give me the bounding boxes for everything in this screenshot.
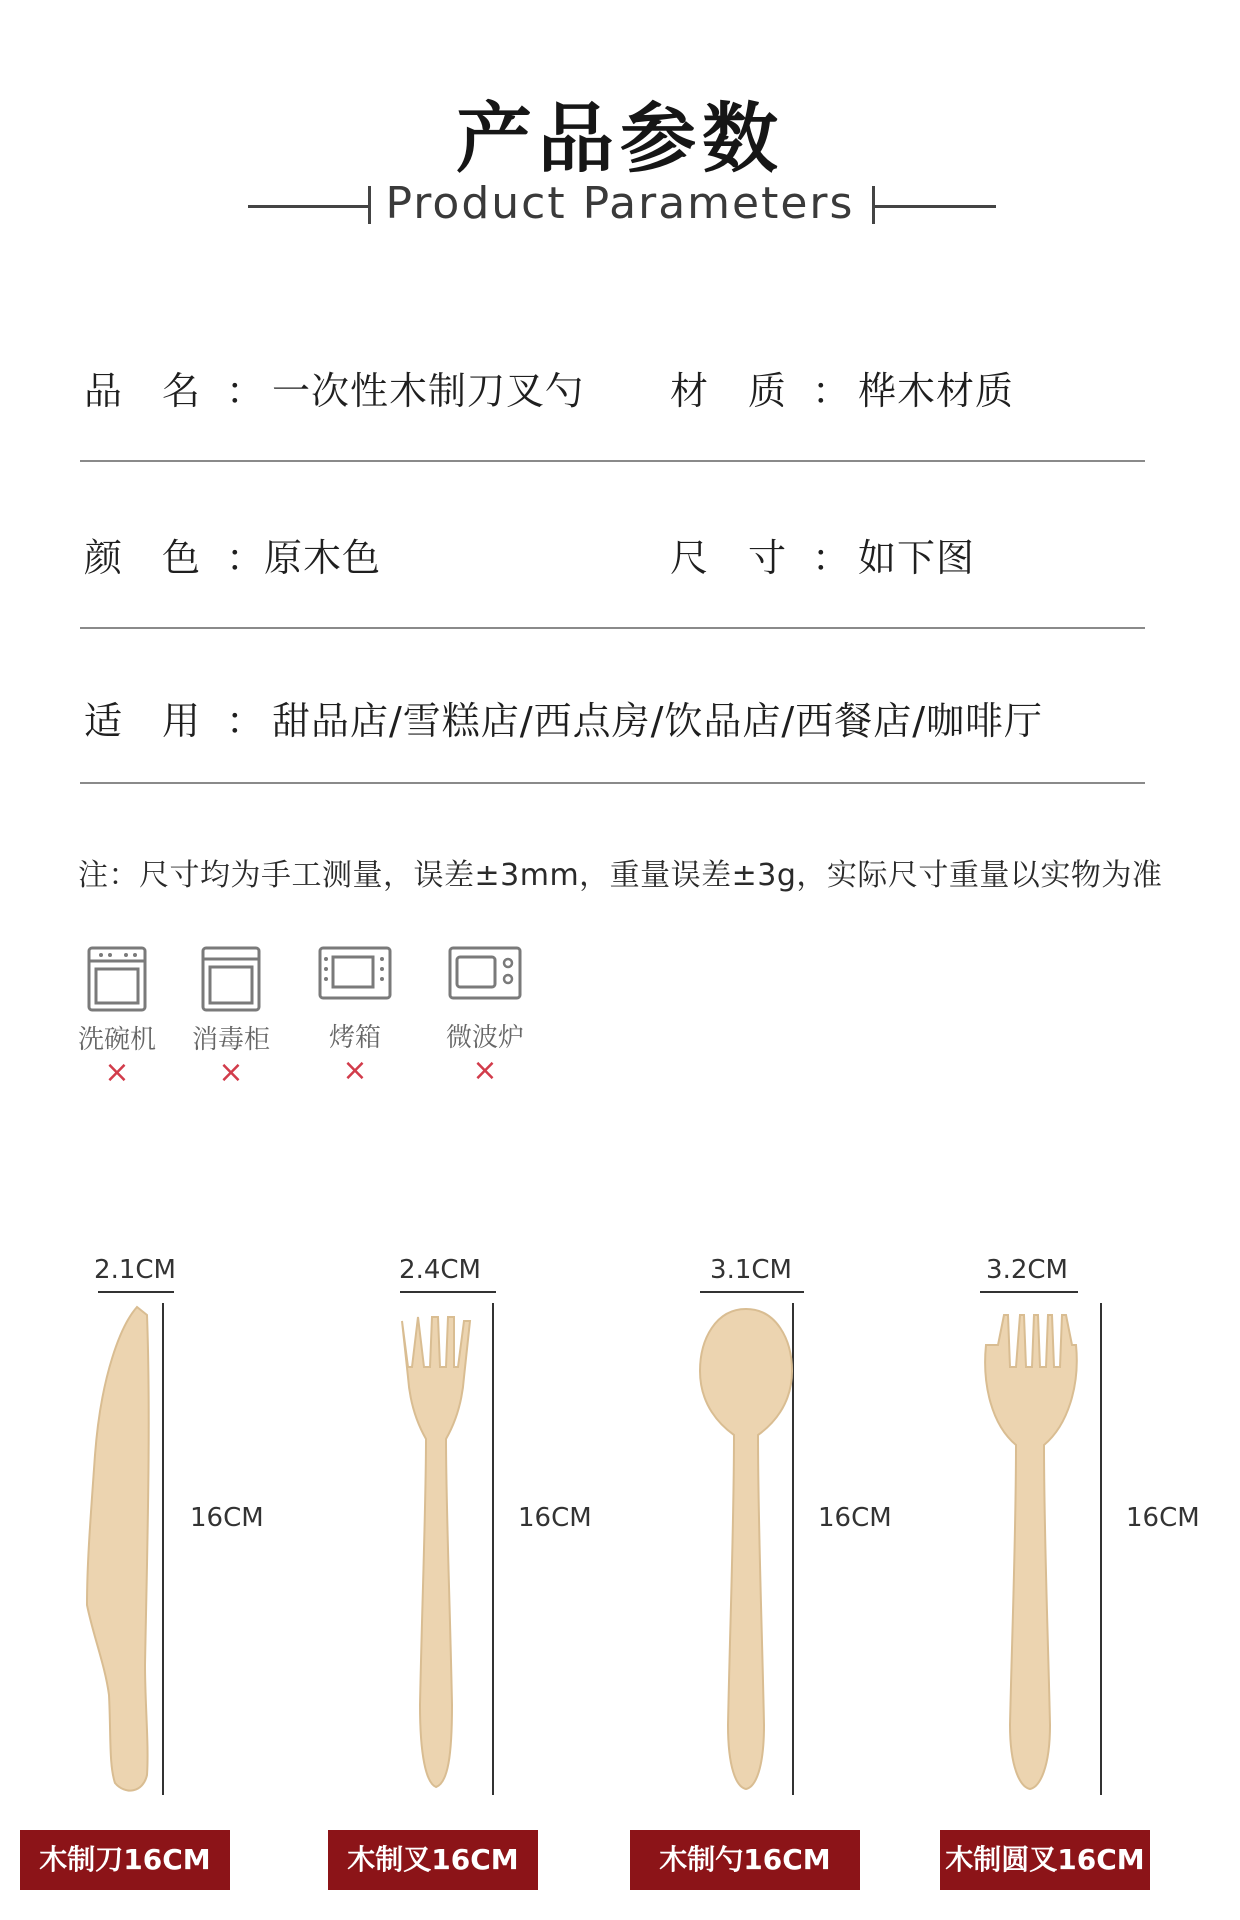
param-row-name-material (0, 360, 1240, 413)
wooden-spoon-image (696, 1305, 796, 1795)
not-allowed-mark: × (472, 1053, 498, 1088)
appliance-dishwasher (62, 945, 172, 1088)
subtitle-row (0, 178, 1240, 234)
width-label: 2.1CM (94, 1255, 176, 1285)
length-label: 16CM (1126, 1503, 1200, 1533)
appliance-label: 洗碗机 (77, 1025, 156, 1055)
product-knife (60, 1255, 280, 1805)
color-colon: ： (226, 536, 266, 580)
name-colon: ： (226, 369, 266, 413)
wooden-spork-image (976, 1305, 1086, 1795)
use-colon: ： (226, 699, 266, 743)
product-tag-spoon: 木制勺16CM (630, 1830, 860, 1890)
not-allowed-mark: × (218, 1055, 244, 1090)
length-line (1100, 1303, 1102, 1795)
measurement-note: 注：尺寸均为手工测量，误差±3mm，重量误差±3g，实际尺寸重量以实物为准 (78, 858, 1163, 893)
use-label: 适 用 (84, 699, 202, 743)
size-colon: ： (812, 536, 852, 580)
microwave-icon (447, 945, 523, 1001)
divider-3 (80, 782, 1145, 784)
product-spoon (680, 1255, 920, 1805)
appliance-label: 烤箱 (328, 1023, 381, 1053)
width-line (400, 1291, 496, 1293)
not-allowed-mark: × (342, 1053, 368, 1088)
use-value: 甜品店/雪糕店/西点房/饮品店/西餐店/咖啡厅 (272, 699, 1044, 743)
width-label: 3.1CM (710, 1255, 792, 1285)
divider-1 (80, 460, 1145, 462)
appliance-sterilizer (176, 945, 286, 1088)
divider-2 (80, 627, 1145, 629)
size-label: 尺 寸 (670, 536, 788, 580)
length-line (162, 1303, 164, 1795)
material-label: 材 质 (670, 369, 788, 413)
width-line (980, 1291, 1078, 1293)
param-row-color-size (0, 527, 1240, 580)
sterilizer-icon (200, 945, 262, 1013)
product-tag-spork: 木制圆叉16CM (940, 1830, 1150, 1890)
wooden-fork-image (396, 1305, 476, 1795)
wooden-knife-image (75, 1305, 155, 1795)
material-value: 桦木材质 (858, 369, 1015, 413)
size-value: 如下图 (858, 536, 976, 580)
length-line (492, 1303, 494, 1795)
dishwasher-icon (86, 945, 148, 1013)
length-label: 16CM (518, 1503, 592, 1533)
appliance-oven (300, 945, 410, 1086)
not-allowed-mark: × (104, 1055, 130, 1090)
length-label: 16CM (190, 1503, 264, 1533)
page-title: 产品参数 (456, 94, 784, 183)
product-tag-fork: 木制叉16CM (328, 1830, 538, 1890)
length-label: 16CM (818, 1503, 892, 1533)
product-fork (370, 1255, 610, 1805)
param-row-use (0, 690, 1240, 743)
name-value: 一次性木制刀叉勺 (272, 369, 585, 413)
width-line (700, 1291, 804, 1293)
subtitle-right-line (872, 205, 996, 208)
width-label: 2.4CM (399, 1255, 481, 1285)
appliance-label: 微波炉 (445, 1023, 524, 1053)
appliance-microwave (430, 945, 540, 1086)
appliance-label: 消毒柜 (191, 1025, 270, 1055)
oven-icon (317, 945, 393, 1001)
color-value: 原木色 (264, 536, 382, 580)
page-subtitle: Product Parameters (385, 178, 855, 229)
color-label: 颜 色 (84, 536, 202, 580)
product-spork (970, 1255, 1210, 1805)
product-tag-knife: 木制刀16CM (20, 1830, 230, 1890)
name-label: 品 名 (84, 369, 202, 413)
width-label: 3.2CM (986, 1255, 1068, 1285)
material-colon: ： (812, 369, 852, 413)
width-line (98, 1291, 174, 1293)
